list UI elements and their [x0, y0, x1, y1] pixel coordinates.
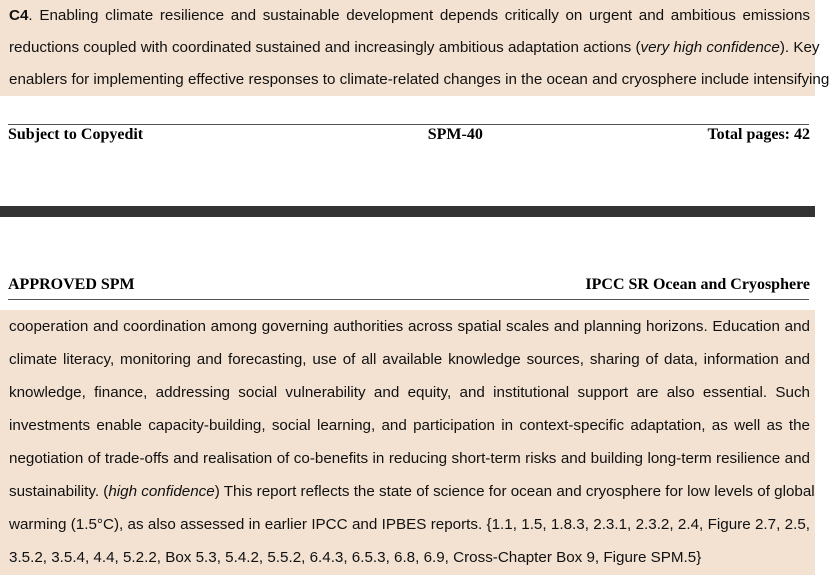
page-separator	[0, 206, 815, 217]
paragraph-text	[0, 0, 829, 96]
text-line-2: climate literacy, monitoring and forecasting, use of all available knowledge sources, sharing of data, information and	[9, 351, 810, 368]
page-footer	[8, 126, 810, 144]
footer-rule	[8, 124, 809, 125]
paragraph-c4-start	[0, 0, 829, 96]
text-line-4: investments enable capacity-building, social learning, and participation in context-specific adaptation, as well as the	[9, 417, 810, 434]
text-line-8: 3.5.2, 3.5.4, 4.4, 5.2.2, Box 5.3, 5.4.2, 5.5.2, 6.4.3, 6.5.3, 6.8, 6.9, Cross-Chapter Box 9, Figure SPM.5}	[9, 549, 702, 566]
confidence-term: very high confidence	[640, 39, 780, 56]
text-line-2: reductions coupled with coordinated sustained and increasingly ambitious adaptation actions (very high confidence). Key	[9, 39, 820, 56]
text-line-5: negotiation of trade-offs and realisation of co-benefits in reducing short-term risks and building long-term resilience and	[9, 450, 810, 467]
header-rule	[8, 299, 809, 300]
footer-left-label: Subject to Copyedit	[8, 126, 144, 143]
footer-total-pages: Total pages: 42	[707, 126, 810, 143]
page-header	[8, 276, 810, 294]
text-line-1: C4. Enabling climate resilience and sustainable development depends critically on urgent and ambitious emissions	[9, 7, 810, 24]
text-line-7: warming (1.5°C), as also assessed in earlier IPCC and IPBES reports. {1.1, 1.5, 1.8.3, 2.3.1, 2.3.2, 2.4, Figure 2.7, 2.5,	[9, 516, 810, 533]
footer-page-number: SPM-40	[427, 126, 483, 143]
text-line-3: enablers for implementing effective responses to climate-related changes in the ocean and cryosphere include intensifying	[9, 71, 829, 88]
paragraph-text	[0, 310, 815, 574]
text-line-3: knowledge, finance, addressing social vulnerability and equity, and institutional support are also essential. Such	[9, 384, 810, 401]
text-line-1: cooperation and coordination among governing authorities across spatial scales and planning horizons. Education and	[9, 318, 810, 335]
paragraph-id: C4	[9, 7, 29, 24]
header-left-label: APPROVED SPM	[8, 276, 135, 293]
paragraph-c4-continued	[0, 310, 815, 575]
text-line-6: sustainability. (high confidence) This report reflects the state of science for ocean and cryosphere for low levels of global	[9, 483, 815, 500]
confidence-term: high confidence	[108, 483, 215, 500]
header-right-label: IPCC SR Ocean and Cryosphere	[585, 276, 810, 293]
